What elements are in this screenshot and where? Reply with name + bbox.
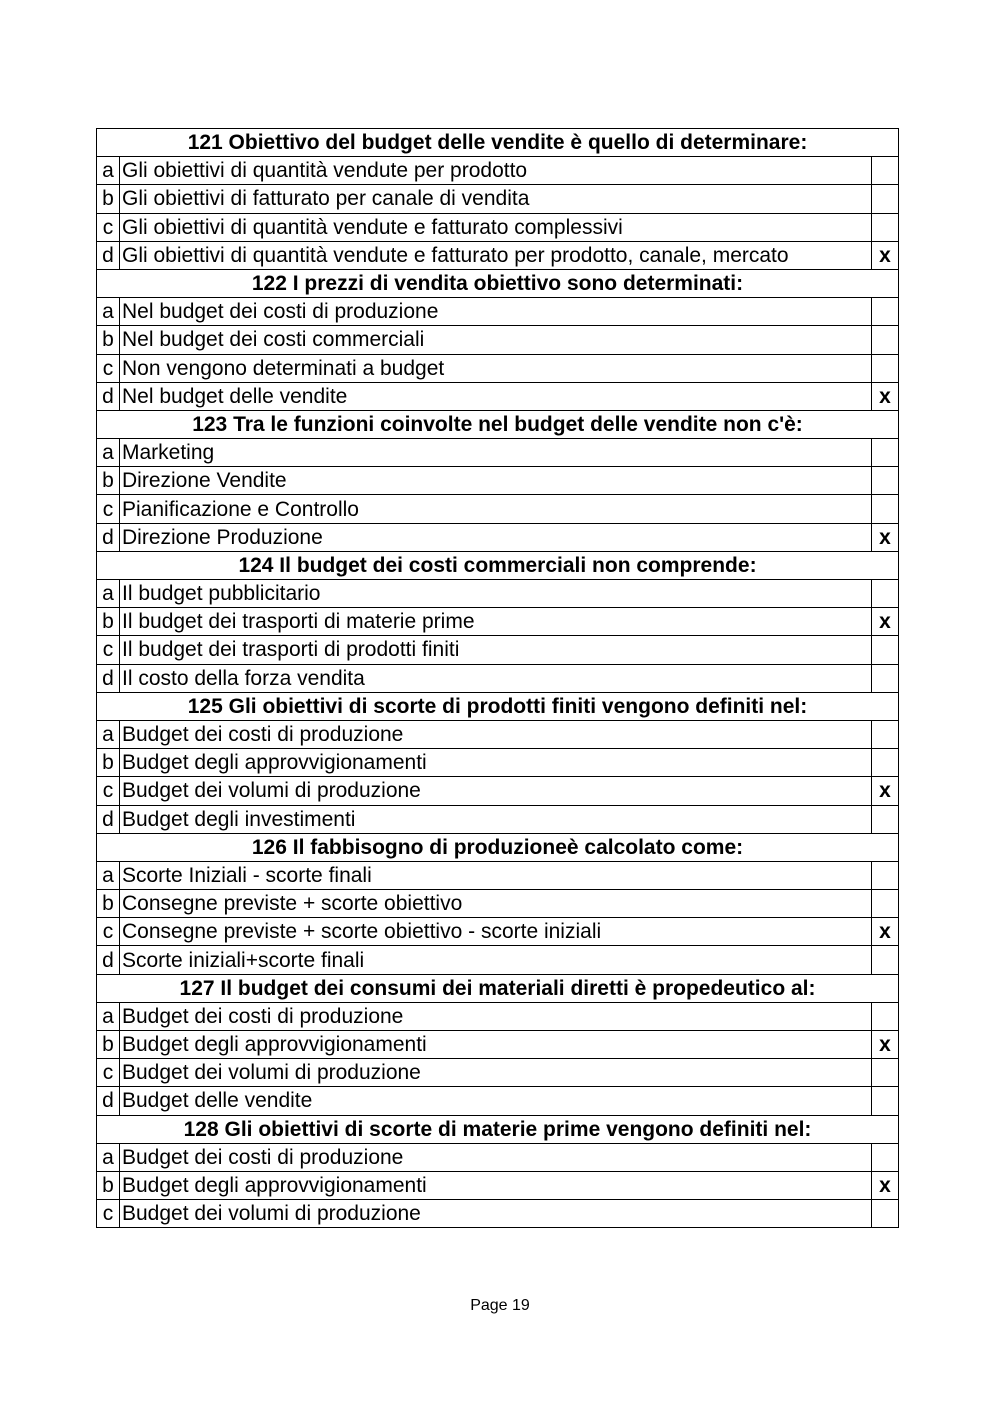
- answer-text: Budget dei volumi di produzione: [120, 777, 872, 805]
- question-title: 123 Tra le funzioni coinvolte nel budget delle vendite non c'è:: [97, 410, 899, 438]
- answer-letter: d: [97, 523, 120, 551]
- answer-mark: x: [872, 608, 899, 636]
- question-row: [97, 269, 899, 297]
- answer-text: Budget degli investimenti: [120, 805, 872, 833]
- answer-letter: a: [97, 1143, 120, 1171]
- answer-row: [97, 1002, 899, 1030]
- answer-text: Budget dei costi di produzione: [120, 1002, 872, 1030]
- answer-row: [97, 495, 899, 523]
- answer-mark: [872, 185, 899, 213]
- answer-row: [97, 326, 899, 354]
- answer-mark: [872, 1002, 899, 1030]
- answer-text: Marketing: [120, 439, 872, 467]
- question-row: [97, 974, 899, 1002]
- question-row: [97, 833, 899, 861]
- answer-text: Budget delle vendite: [120, 1087, 872, 1115]
- answer-text: Nel budget dei costi commerciali: [120, 326, 872, 354]
- answer-letter: b: [97, 185, 120, 213]
- question-row: [97, 692, 899, 720]
- answer-mark: [872, 1059, 899, 1087]
- answer-row: [97, 749, 899, 777]
- answer-mark: x: [872, 918, 899, 946]
- answer-row: [97, 1087, 899, 1115]
- answer-row: [97, 157, 899, 185]
- answer-letter: d: [97, 805, 120, 833]
- answer-mark: [872, 495, 899, 523]
- answer-letter: d: [97, 946, 120, 974]
- answer-text: Budget dei volumi di produzione: [120, 1200, 872, 1228]
- answer-text: Budget degli approvvigionamenti: [120, 1031, 872, 1059]
- answer-row: [97, 354, 899, 382]
- question-title: 125 Gli obiettivi di scorte di prodotti finiti vengono definiti nel:: [97, 692, 899, 720]
- answer-letter: b: [97, 749, 120, 777]
- answer-text: Nel budget dei costi di produzione: [120, 298, 872, 326]
- answer-text: Il budget dei trasporti di prodotti finiti: [120, 636, 872, 664]
- question-row: [97, 551, 899, 579]
- answer-mark: [872, 467, 899, 495]
- answer-row: [97, 1031, 899, 1059]
- answer-mark: x: [872, 1171, 899, 1199]
- answer-text: Budget dei costi di produzione: [120, 1143, 872, 1171]
- answer-letter: b: [97, 1031, 120, 1059]
- answer-text: Direzione Vendite: [120, 467, 872, 495]
- answer-letter: a: [97, 157, 120, 185]
- answer-row: [97, 1171, 899, 1199]
- answer-letter: b: [97, 326, 120, 354]
- answer-mark: x: [872, 382, 899, 410]
- answer-text: Budget dei costi di produzione: [120, 720, 872, 748]
- question-row: [97, 129, 899, 157]
- answer-letter: d: [97, 241, 120, 269]
- answer-mark: [872, 805, 899, 833]
- answer-mark: [872, 354, 899, 382]
- answer-text: Consegne previste + scorte obiettivo: [120, 890, 872, 918]
- answer-mark: [872, 749, 899, 777]
- question-title: 127 Il budget dei consumi dei materiali diretti è propedeutico al:: [97, 974, 899, 1002]
- answer-row: [97, 1143, 899, 1171]
- answer-letter: b: [97, 890, 120, 918]
- quiz-body: [97, 129, 899, 1228]
- answer-mark: x: [872, 523, 899, 551]
- answer-row: [97, 720, 899, 748]
- answer-mark: [872, 326, 899, 354]
- answer-letter: b: [97, 608, 120, 636]
- answer-mark: [872, 298, 899, 326]
- answer-letter: d: [97, 1087, 120, 1115]
- answer-mark: [872, 213, 899, 241]
- question-title: 122 I prezzi di vendita obiettivo sono determinati:: [97, 269, 899, 297]
- answer-text: Scorte iniziali+scorte finali: [120, 946, 872, 974]
- answer-text: Il budget pubblicitario: [120, 580, 872, 608]
- answer-letter: c: [97, 1200, 120, 1228]
- question-title: 121 Obiettivo del budget delle vendite è quello di determinare:: [97, 129, 899, 157]
- answer-letter: a: [97, 439, 120, 467]
- answer-mark: [872, 580, 899, 608]
- answer-row: [97, 1200, 899, 1228]
- answer-mark: [872, 720, 899, 748]
- answer-mark: [872, 1200, 899, 1228]
- answer-letter: a: [97, 861, 120, 889]
- answer-letter: b: [97, 1171, 120, 1199]
- answer-row: [97, 523, 899, 551]
- answer-letter: c: [97, 636, 120, 664]
- answer-mark: [872, 157, 899, 185]
- answer-text: Gli obiettivi di quantità vendute e fatturato per prodotto, canale, mercato: [120, 241, 872, 269]
- answer-letter: b: [97, 467, 120, 495]
- answer-mark: [872, 439, 899, 467]
- answer-mark: x: [872, 777, 899, 805]
- answer-row: [97, 1059, 899, 1087]
- answer-text: Direzione Produzione: [120, 523, 872, 551]
- question-title: 124 Il budget dei costi commerciali non comprende:: [97, 551, 899, 579]
- answer-text: Il budget dei trasporti di materie prime: [120, 608, 872, 636]
- answer-mark: [872, 1143, 899, 1171]
- question-title: 128 Gli obiettivi di scorte di materie prime vengono definiti nel:: [97, 1115, 899, 1143]
- answer-letter: c: [97, 495, 120, 523]
- question-row: [97, 410, 899, 438]
- answer-text: Non vengono determinati a budget: [120, 354, 872, 382]
- answer-row: [97, 664, 899, 692]
- page-number: Page 19: [470, 1297, 530, 1314]
- answer-row: [97, 213, 899, 241]
- answer-text: Consegne previste + scorte obiettivo - scorte iniziali: [120, 918, 872, 946]
- answer-mark: [872, 946, 899, 974]
- answer-letter: a: [97, 720, 120, 748]
- answer-row: [97, 439, 899, 467]
- answer-mark: [872, 861, 899, 889]
- answer-letter: a: [97, 1002, 120, 1030]
- answer-letter: d: [97, 664, 120, 692]
- answer-row: [97, 608, 899, 636]
- answer-row: [97, 946, 899, 974]
- answer-row: [97, 298, 899, 326]
- answer-row: [97, 861, 899, 889]
- answer-text: Budget degli approvvigionamenti: [120, 749, 872, 777]
- answer-text: Gli obiettivi di fatturato per canale di vendita: [120, 185, 872, 213]
- answer-mark: [872, 1087, 899, 1115]
- quiz-table: [96, 128, 899, 1228]
- answer-letter: c: [97, 213, 120, 241]
- answer-mark: x: [872, 241, 899, 269]
- answer-mark: [872, 636, 899, 664]
- answer-letter: d: [97, 382, 120, 410]
- answer-letter: c: [97, 918, 120, 946]
- answer-row: [97, 805, 899, 833]
- answer-row: [97, 580, 899, 608]
- answer-text: Gli obiettivi di quantità vendute e fatturato complessivi: [120, 213, 872, 241]
- question-row: [97, 1115, 899, 1143]
- answer-text: Nel budget delle vendite: [120, 382, 872, 410]
- answer-row: [97, 382, 899, 410]
- answer-letter: c: [97, 777, 120, 805]
- answer-text: Scorte Iniziali - scorte finali: [120, 861, 872, 889]
- answer-text: Gli obiettivi di quantità vendute per prodotto: [120, 157, 872, 185]
- answer-row: [97, 467, 899, 495]
- answer-row: [97, 636, 899, 664]
- question-title: 126 Il fabbisogno di produzioneè calcolato come:: [97, 833, 899, 861]
- answer-mark: [872, 890, 899, 918]
- answer-letter: a: [97, 298, 120, 326]
- answer-letter: a: [97, 580, 120, 608]
- answer-mark: x: [872, 1031, 899, 1059]
- answer-row: [97, 241, 899, 269]
- answer-row: [97, 185, 899, 213]
- answer-row: [97, 890, 899, 918]
- answer-text: Budget degli approvvigionamenti: [120, 1171, 872, 1199]
- answer-text: Budget dei volumi di produzione: [120, 1059, 872, 1087]
- answer-text: Il costo della forza vendita: [120, 664, 872, 692]
- answer-row: [97, 918, 899, 946]
- answer-letter: c: [97, 1059, 120, 1087]
- answer-text: Pianificazione e Controllo: [120, 495, 872, 523]
- answer-row: [97, 777, 899, 805]
- answer-mark: [872, 664, 899, 692]
- answer-letter: c: [97, 354, 120, 382]
